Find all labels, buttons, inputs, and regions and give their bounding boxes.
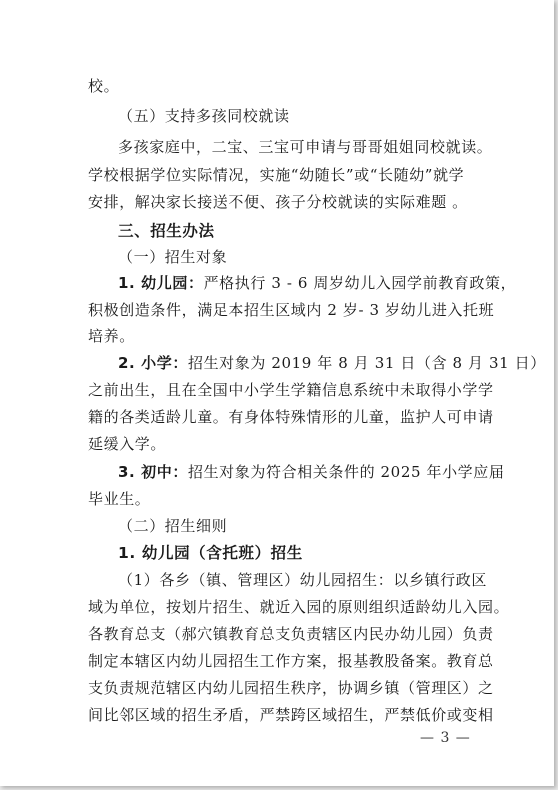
paragraph-line: 支负责规范辖区内幼儿园招生秩序，协调乡镇（管理区）之	[88, 679, 494, 697]
paragraph-line: 间比邻区域的招生矛盾，严禁跨区域招生，严禁低价或变相	[88, 706, 494, 724]
paragraph-line	[118, 353, 546, 373]
item-lead-kindergarten: 1. 幼儿园：	[118, 274, 204, 292]
item-text: 招生对象为符合相关条件的 2025 年小学应届	[187, 463, 505, 481]
paragraph-line: 积极创造条件，满足本招生区域内 2 岁- 3 岁幼儿进入托班	[88, 301, 495, 319]
paragraph-line: （1）各乡（镇、管理区）幼儿园招生：以乡镇行政区	[118, 571, 487, 589]
paragraph-line: 校。	[88, 77, 120, 95]
section-heading-five: （五）支持多孩同校就读	[118, 107, 290, 125]
section-heading-three: 三、招生办法	[118, 222, 215, 240]
paragraph-line: 学校根据学位实际情况，实施“幼随长”或“长随幼”就学	[88, 166, 465, 184]
paragraph-line: 域为单位，按划片招生、就近入园的原则组织适龄幼儿入园。	[88, 598, 510, 616]
item-lead-middle-school: 3. 初中：	[118, 463, 188, 481]
item-text: 严格执行 3 - 6 周岁幼儿入园学前教育政策，	[203, 274, 517, 292]
paragraph-line: 延缓入学。	[88, 435, 167, 453]
paragraph-line	[118, 273, 516, 293]
subsection-heading-two: （二）招生细则	[118, 517, 228, 535]
paragraph-line: 制定本辖区内幼儿园招生工作方案，报基教股备案。教育总	[88, 652, 494, 670]
item-heading-kindergarten: 1. 幼儿园（含托班）招生	[118, 544, 303, 562]
item-lead-primary-school: 2. 小学：	[118, 354, 188, 372]
paragraph-line: 培养。	[88, 327, 135, 345]
paragraph-line: 籍的各类适龄儿童。有身体特殊情形的儿童，监护人可申请	[88, 408, 494, 426]
item-text: 招生对象为 2019 年 8 月 31 日（含 8 月 31 日）	[187, 354, 546, 372]
paragraph-line: 各教育总支（郝穴镇教育总支负责辖区内民办幼儿园）负责	[88, 625, 494, 643]
paragraph-line: 安排，解决家长接送不便、孩子分校就读的实际难题 。	[88, 193, 468, 211]
paragraph-line: 毕业生。	[88, 490, 151, 508]
paragraph-line: 之前出生，且在全国中小学生学籍信息系统中未取得小学学	[88, 381, 494, 399]
subsection-heading-one: （一）招生对象	[118, 248, 228, 266]
paragraph-line: 多孩家庭中，二宝、三宝可申请与哥哥姐姐同校就读。	[118, 138, 493, 156]
paragraph-line	[118, 462, 504, 482]
page-number: — 3 —	[420, 730, 471, 746]
